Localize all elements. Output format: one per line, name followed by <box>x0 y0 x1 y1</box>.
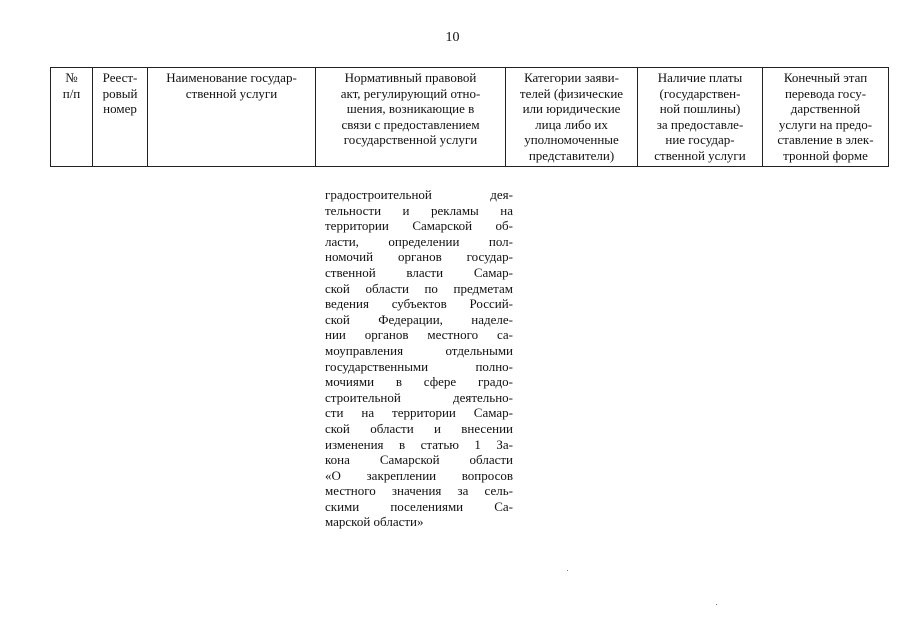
header-line: ставление в элек- <box>777 132 874 147</box>
text-line: «О закреплении вопросов <box>325 467 513 483</box>
column-header-applicant-categories <box>506 68 638 167</box>
header-row <box>51 68 889 167</box>
text-line: ственной власти Самар- <box>325 264 513 280</box>
header-line: № <box>65 70 78 85</box>
header-line: Конечный этап <box>783 70 868 85</box>
page-number: 10 <box>445 30 460 45</box>
header-line: Реест- <box>102 70 138 85</box>
services-table-header <box>50 67 889 167</box>
scan-speck <box>716 604 717 605</box>
text-line: изменения в статью 1 За- <box>325 436 513 452</box>
header-line: акт, регулирующий отно- <box>340 85 481 101</box>
header-line: перевода госу- <box>784 85 867 101</box>
text-line: ской Федерации, наделе- <box>325 311 513 327</box>
text-line: территории Самарской об- <box>325 218 513 234</box>
header-line: Наличие платы <box>657 70 743 85</box>
column-header-number <box>51 68 93 167</box>
text-line: строительной деятельно- <box>325 389 513 405</box>
text-line: нии органов местного са- <box>325 327 513 343</box>
header-line: ние государ- <box>665 132 735 147</box>
header-line: Нормативный правовой <box>344 70 477 85</box>
header-line: за предоставле- <box>656 116 744 132</box>
column-header-service-name <box>148 68 316 167</box>
text-line: сти на территории Самар- <box>325 405 513 421</box>
header-line: связи с предоставлением <box>341 116 480 132</box>
text-line: марской области» <box>325 514 424 530</box>
text-line: местного значения за сель- <box>325 483 513 499</box>
header-line: ной пошлины) <box>659 101 741 116</box>
scan-speck <box>567 570 568 571</box>
header-line: представители) <box>528 147 615 163</box>
header-line: Категории заяви- <box>524 70 619 85</box>
text-line: государственными полно- <box>325 358 513 374</box>
text-line: скими поселениями Са- <box>325 498 513 514</box>
text-line: ской области по предметам <box>325 280 513 296</box>
header-line: или юридические <box>522 101 621 116</box>
text-line: ведения субъектов Россий- <box>325 296 513 312</box>
header-line: п/п <box>62 85 81 101</box>
header-line: ственной услуги <box>654 147 746 163</box>
header-line: тронной форме <box>783 147 868 163</box>
header-line: ственной услуги <box>185 85 278 101</box>
header-line: Наименование государ- <box>166 70 297 85</box>
column-header-registry-number <box>93 68 148 167</box>
text-line: номочий органов государ- <box>325 249 513 265</box>
text-line: моуправления отдельными <box>325 342 513 358</box>
header-line: шения, возникающие в <box>346 101 475 116</box>
text-line: кона Самарской области <box>325 452 513 468</box>
text-line: тельности и рекламы на <box>325 202 513 218</box>
column-header-fee <box>638 68 763 167</box>
text-line: ской области и внесении <box>325 420 513 436</box>
header-line: дарственной <box>790 101 861 116</box>
header-line: услуги на предо- <box>778 116 873 132</box>
header-line: уполномоченные <box>524 132 619 147</box>
header-line: номер <box>103 101 137 116</box>
header-line: государственной услуги <box>343 132 478 147</box>
header-line: ровый <box>102 85 138 101</box>
text-line: мочиями в сфере градо- <box>325 374 513 390</box>
column-header-final-stage <box>763 68 889 167</box>
column-header-legal-act <box>316 68 506 167</box>
text-line: градостроительной дея- <box>325 187 513 202</box>
text-line: ласти, определении пол- <box>325 233 513 249</box>
legal-act-continuation-text <box>325 187 513 530</box>
header-line: лица либо их <box>535 116 608 132</box>
header-line: (государствен- <box>659 85 741 101</box>
header-line: телей (физические <box>519 85 624 101</box>
